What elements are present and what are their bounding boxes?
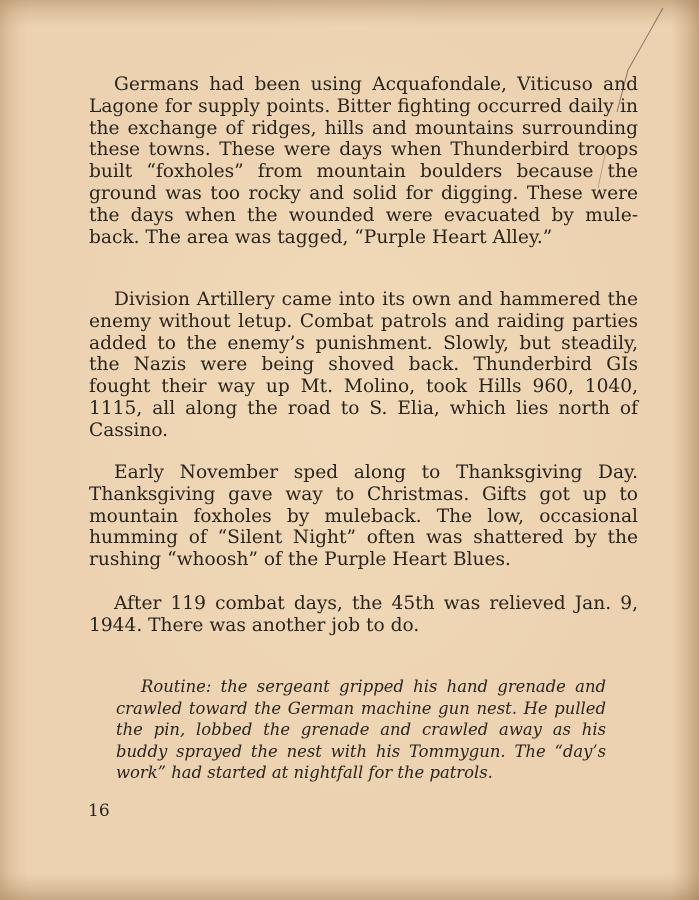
page-number: 16 (88, 801, 110, 821)
paragraph-division-artillery: Division Artillery came into its own and hammered the enemy without letup. Combat patrols and raiding parties added to the enemy’s punishment. Slowly, but steadily, the Nazis were being shoved back. Thunderbird GIs fought their way up Mt. Molino, took Hills 960, 1040, 1115, all along the road to S. Elia, which lies north of Cassino. (89, 289, 638, 441)
paragraph-relieved: After 119 combat days, the 45th was relieved Jan. 9, 1944. There was another job to do. (89, 593, 638, 636)
paragraph-thanksgiving: Early November sped along to Thanksgiving Day. Thanksgiving gave way to Christmas. Gifts got up to mountain foxholes by muleback. The low, occasional humming of “Silent Night” often was shattered by the rushing “whoosh” of the Purple Heart Blues. (89, 462, 638, 571)
caption-routine: Routine: the sergeant gripped his hand grenade and crawled toward the German machine gun nest. He pulled the pin, lobbed the grenade and crawled away as his buddy sprayed the nest with his Tommygun. The “day’s work” had started at nightfall for the patrols. (116, 677, 606, 783)
paragraph-supply-points: Germans had been using Acquafondale, Viticuso and Lagone for supply points. Bitter fighting occurred daily in the exchange of ridges, hills and mountains surrounding these towns. These were days when Thunderbird troops built “foxholes” from mountain boulders because the ground was too rocky and solid for digging. These were the days when the wounded were evacuated by mule-back. The area was tagged, “Purple Heart Alley.” (89, 74, 638, 248)
